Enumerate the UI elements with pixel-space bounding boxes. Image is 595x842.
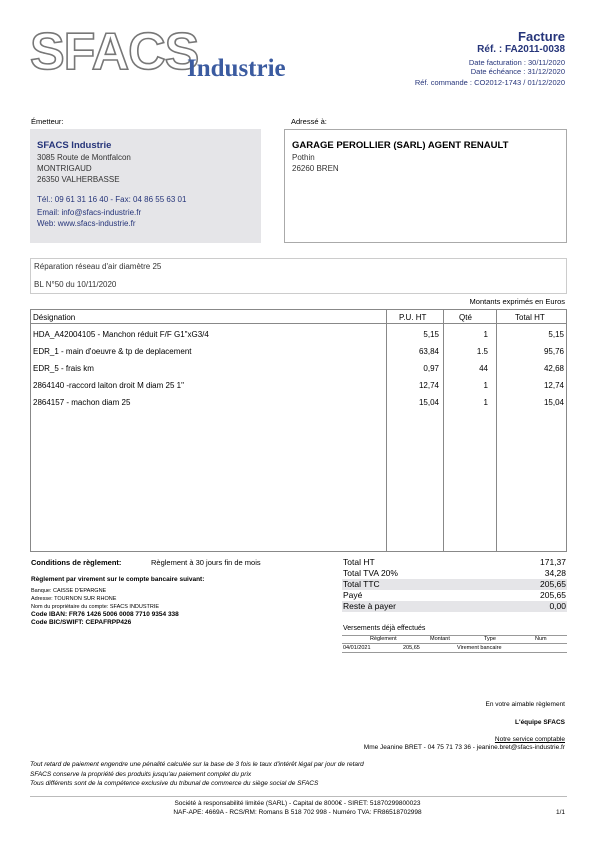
table-row bbox=[31, 344, 566, 360]
emitter-postcode: 26350 VALHERBASSE bbox=[37, 175, 120, 184]
total-value: 205,65 bbox=[540, 590, 566, 600]
paid-row bbox=[342, 590, 567, 601]
legal-jurisdiction: Tous différents sont de la compétence exclusive du tribunal de commerce du siège social de SFACS bbox=[30, 780, 319, 787]
note-line1: Réparation réseau d'air diamètre 25 bbox=[34, 262, 162, 271]
emitter-box bbox=[30, 129, 261, 243]
row-designation: 2864140 -raccord laiton droit M diam 25 1" bbox=[33, 381, 184, 390]
row-total: 15,04 bbox=[543, 398, 564, 407]
total-value: 0,00 bbox=[549, 601, 566, 611]
row-designation: 2864157 - machon diam 25 bbox=[33, 398, 131, 407]
footer-company-info: Société à responsabilité limitée (SARL) - Capital de 8000€ - SIRET: 51870299800023 bbox=[174, 800, 421, 807]
footer-divider bbox=[30, 796, 567, 797]
table-row bbox=[31, 361, 566, 377]
table-row bbox=[31, 378, 566, 394]
order-reference: Réf. commande : CO2012-1743 / 01/12/2020 bbox=[414, 78, 565, 87]
payment-date: 04/01/2021 bbox=[343, 645, 371, 651]
payments-header-num: Num bbox=[535, 636, 547, 642]
row-total: 12,74 bbox=[543, 381, 564, 390]
legal-ownership: SFACS conserve la propriété des produits jusqu'au paiement complet du prix bbox=[30, 771, 252, 778]
row-unit-price: 63,84 bbox=[418, 347, 439, 356]
row-unit-price: 5,15 bbox=[423, 330, 439, 339]
row-quantity: 1.5 bbox=[476, 347, 488, 356]
legal-late-penalty: Tout retard de paiement engendre une pénalité calculée sur la base de 3 fois le taux d'intérêt légal par jour de retard bbox=[30, 761, 364, 768]
closing-signature: L'équipe SFACS bbox=[515, 719, 565, 726]
total-label: Total TTC bbox=[343, 579, 380, 589]
total-ttc-row bbox=[342, 579, 567, 590]
payments-header-type: Type bbox=[484, 636, 496, 642]
payment-type: Virement bancaire bbox=[457, 645, 502, 651]
recipient-label: Adressé à: bbox=[291, 117, 327, 126]
iban: Code IBAN: FR76 1426 5006 0008 7710 9354 338 bbox=[31, 611, 179, 618]
header-designation: Désignation bbox=[33, 313, 76, 322]
bank-address: Adresse: TOURNON SUR RHONE bbox=[31, 596, 117, 602]
total-tva-row bbox=[342, 568, 567, 579]
remaining-row bbox=[342, 601, 567, 612]
total-label: Payé bbox=[343, 590, 363, 600]
emitter-phone: Tél.: 09 61 31 16 40 - Fax: 04 86 55 63 01 bbox=[37, 195, 187, 204]
recipient-line2: 26260 BREN bbox=[292, 164, 339, 173]
account-owner: Nom du propriétaire du compte: SFACS INDUSTRIE bbox=[31, 604, 160, 610]
row-quantity: 1 bbox=[483, 398, 488, 407]
total-value: 171,37 bbox=[540, 557, 566, 567]
recipient-name: GARAGE PEROLLIER (SARL) AGENT RENAULT bbox=[292, 140, 509, 151]
row-total: 95,76 bbox=[543, 347, 564, 356]
total-value: 34,28 bbox=[544, 568, 566, 578]
row-quantity: 44 bbox=[479, 364, 488, 373]
closing-department: Notre service comptable bbox=[494, 736, 565, 743]
recipient-line1: Pothin bbox=[292, 153, 315, 162]
payment-amount: 205,65 bbox=[403, 645, 420, 651]
row-quantity: 1 bbox=[483, 330, 488, 339]
table-row bbox=[31, 327, 566, 343]
page-number: 1/1 bbox=[555, 809, 565, 816]
footer-registration: NAF-APE: 4669A - RCS/RM: Romans B 518 702 998 - Numéro TVA: FR86518702998 bbox=[173, 809, 422, 816]
total-label: Total TVA 20% bbox=[343, 568, 398, 578]
row-designation: EDR_5 - frais km bbox=[33, 364, 94, 373]
bank-transfer-title: Règlement par virement sur le compte bancaire suivant: bbox=[31, 576, 205, 583]
invoice-reference: Réf. : FA2011-0038 bbox=[477, 44, 565, 55]
row-unit-price: 12,74 bbox=[418, 381, 439, 390]
row-total: 5,15 bbox=[548, 330, 564, 339]
document-title: Facture bbox=[518, 29, 565, 44]
payments-header-reglement: Règlement bbox=[370, 636, 397, 642]
emitter-email: Email: info@sfacs-industrie.fr bbox=[37, 208, 142, 217]
payment-terms-value: Règlement à 30 jours fin de mois bbox=[151, 558, 261, 567]
recipient-box bbox=[284, 129, 567, 243]
emitter-label: Émetteur: bbox=[31, 117, 64, 126]
table-row bbox=[31, 395, 566, 411]
header-quantity: Qté bbox=[459, 313, 472, 322]
payment-terms-label: Conditions de règlement: bbox=[31, 558, 122, 567]
row-quantity: 1 bbox=[483, 381, 488, 390]
total-value: 205,65 bbox=[540, 579, 566, 589]
currency-note: Montants exprimés en Euros bbox=[469, 297, 565, 306]
bic: Code BIC/SWIFT: CEPAFRPP426 bbox=[31, 619, 132, 626]
header-total: Total HT bbox=[515, 313, 545, 322]
emitter-city: MONTRIGAUD bbox=[37, 164, 92, 173]
row-unit-price: 15,04 bbox=[418, 398, 439, 407]
row-unit-price: 0,97 bbox=[423, 364, 439, 373]
row-designation: EDR_1 - main d'oeuvre & tp de deplacement bbox=[33, 347, 192, 356]
company-logo: SFACS bbox=[30, 23, 199, 81]
totals-block bbox=[342, 557, 567, 612]
due-date: Date échéance : 31/12/2020 bbox=[470, 67, 565, 76]
closing-contact: Mme Jeanine BRET - 04 75 71 73 36 - jeanine.bret@sfacs-industrie.fr bbox=[363, 744, 565, 751]
items-table bbox=[30, 309, 567, 552]
payments-header-montant: Montant bbox=[430, 636, 450, 642]
emitter-address-line: 3085 Route de Montfalcon bbox=[37, 153, 131, 162]
bank-name: Banque: CAISSE D'EPARGNE bbox=[31, 588, 107, 594]
invoice-date: Date facturation : 30/11/2020 bbox=[468, 58, 565, 67]
company-logo-subtitle: Industrie bbox=[187, 55, 286, 82]
note-line2: BL N°50 du 10/11/2020 bbox=[34, 280, 117, 289]
header-unit-price: P.U. HT bbox=[399, 313, 427, 322]
total-ht-row bbox=[342, 557, 567, 568]
row-designation: HDA_A42004105 - Manchon réduit F/F G1"xG3/4 bbox=[33, 330, 209, 339]
payments-title: Versements déjà effectués bbox=[343, 625, 426, 632]
closing-line: En votre aimable règlement bbox=[485, 701, 565, 708]
row-total: 42,68 bbox=[543, 364, 564, 373]
total-label: Total HT bbox=[343, 557, 375, 567]
total-label: Reste à payer bbox=[343, 601, 396, 611]
emitter-name: SFACS Industrie bbox=[37, 140, 112, 151]
invoice-note-box bbox=[30, 258, 567, 294]
emitter-website: Web: www.sfacs-industrie.fr bbox=[37, 219, 136, 228]
